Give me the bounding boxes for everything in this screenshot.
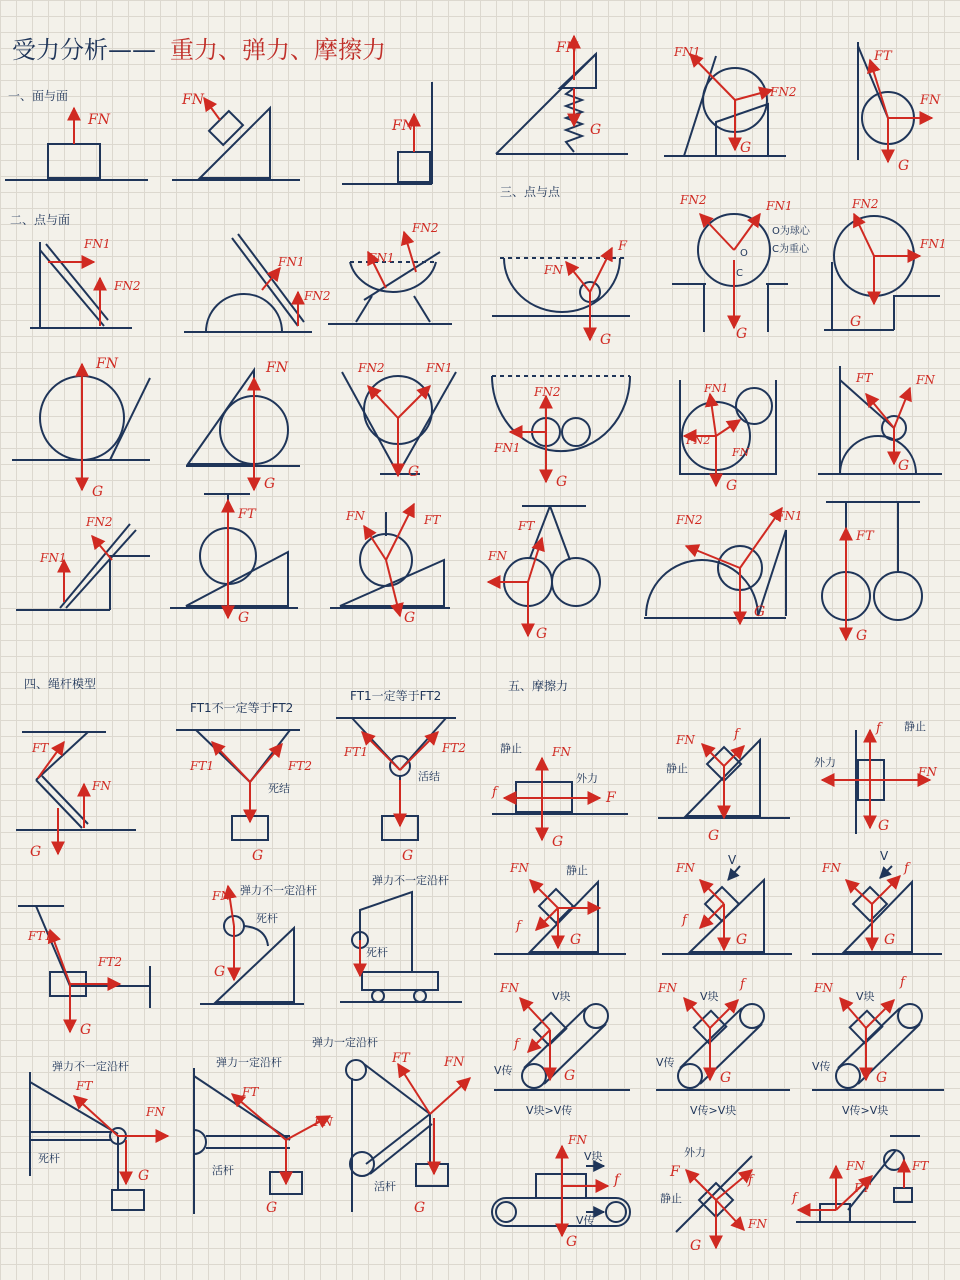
note-external-2: 外力: [814, 756, 836, 769]
section-point-point: 三、点与点: [500, 185, 561, 199]
diagram-ball-against-slope: [12, 364, 150, 490]
note-live-rod-2: 活杆: [374, 1180, 396, 1193]
page-title: [12, 36, 386, 64]
label-g-live: G: [402, 848, 414, 864]
diagram-ball-on-rod-incline: [200, 886, 304, 1004]
label-friction-fr2: f: [734, 727, 739, 742]
diagram-ball-in-bowl: [492, 248, 630, 340]
diagram-ball-in-v-groove: [342, 372, 456, 476]
label-fn2-box2: FN2: [686, 434, 711, 447]
label-ft2-live: FT2: [442, 741, 466, 755]
note-static-4: 静止: [566, 864, 588, 877]
diagram-two-balls-in-bowl: [492, 376, 630, 482]
label-friction-pulley: f: [792, 1191, 797, 1206]
label-fn-rodincline: FN: [212, 889, 231, 903]
section-point-face: 二、点与面: [10, 213, 71, 227]
label-fn-cv3: FN: [814, 981, 833, 995]
note-elastic-along-1: 弹力一定沿杆: [216, 1056, 282, 1069]
label-g-deadrod: G: [138, 1168, 150, 1184]
label-friction-fr4: f: [516, 919, 521, 934]
section-rope-rod: 四、绳杆模型: [24, 677, 97, 691]
label-friction-incwall: f: [748, 1173, 753, 1188]
label-ft-wall: FT: [874, 49, 892, 64]
label-g-vert: G: [856, 628, 868, 644]
note-external-3: 外力: [684, 1146, 706, 1159]
label-vbelt-hconv: V传: [576, 1214, 595, 1227]
label-friction-cv3: f: [900, 975, 905, 990]
diagram-incline-sliding-up: [812, 866, 942, 954]
label-fn1-hemiwall: FN1: [776, 509, 803, 523]
label-fn1-hemi: FN1: [278, 255, 305, 269]
label-g-fr1: G: [552, 834, 564, 850]
label-fn: FN: [88, 112, 110, 128]
label-fn-crane: FN: [444, 1055, 465, 1070]
note-elastic-not-along-1: 弹力不一定沿杆: [240, 884, 317, 897]
label-vblock-cv1: V块: [552, 990, 571, 1003]
label-friction-cv1: f: [514, 1037, 519, 1052]
label-fn2-rod: FN2: [114, 279, 141, 293]
note-static-1: 静止: [500, 742, 522, 755]
label-fn1-box2: FN1: [704, 382, 729, 395]
note-live-rod-1: 活杆: [212, 1164, 234, 1177]
diagram-rod-on-step: [16, 524, 150, 610]
section-face-face: 一、面与面: [8, 89, 69, 103]
label-fn2-step: FN2: [86, 515, 113, 529]
diagram-rod-in-bowl: [328, 232, 452, 324]
label-ft1-wall: FT1: [28, 929, 52, 943]
label-ft1-live: FT1: [344, 745, 368, 759]
label-vblock-cv2: V块: [700, 990, 719, 1003]
label-fn1-bowl3: FN1: [494, 441, 521, 455]
label-g-rodincline: G: [214, 964, 226, 980]
label-ft-ballball: FT: [856, 371, 873, 385]
label-fn2-groove: FN2: [358, 361, 385, 375]
label-o: O: [740, 248, 748, 259]
label-g-r3b: G: [264, 476, 276, 492]
label-fn-bowl2: FN: [544, 263, 563, 277]
label-ft-vert: FT: [856, 529, 874, 544]
note-dead-knot: 死结: [268, 782, 290, 795]
title-black: 受力分析——: [12, 36, 156, 64]
label-friction-hconv: f: [614, 1172, 620, 1188]
diagram-hanging-ball-on-wedge: [170, 494, 298, 618]
label-fn-incline2: FN: [346, 509, 365, 523]
label-g-r3a: G: [92, 484, 104, 500]
label-fn-cv1: FN: [500, 981, 519, 995]
diagram-ball-in-step-box: [824, 214, 940, 330]
note-o-center: O为球心: [772, 226, 810, 237]
diagram-rope-and-wall-rod: [18, 906, 150, 1032]
label-g-fr4: G: [570, 932, 582, 948]
label-g-fr2: G: [708, 828, 720, 844]
label-fn-corner: FN: [392, 118, 414, 134]
label-fn1-groove: FN1: [426, 361, 453, 375]
label-fn-cv2: FN: [658, 981, 677, 995]
label-ft2-dead: FT2: [288, 759, 312, 773]
note-dead-rod-1: 死杆: [256, 912, 278, 925]
label-g-wedge: G: [238, 610, 250, 626]
note-static-3: 静止: [904, 720, 926, 733]
label-f-bowl: F: [618, 239, 628, 254]
diagram-block-incline-static: [658, 740, 790, 818]
label-vbelt-cv3: V传: [812, 1060, 831, 1073]
diagram-ball-on-edges-oc: [672, 214, 788, 332]
note-live-knot: 活结: [418, 770, 440, 783]
label-friction-fr1: f: [492, 785, 497, 800]
label-fn-fr4: FN: [510, 861, 529, 875]
label-g-bowl2: G: [600, 332, 612, 348]
note-ft1-not-equal: FT1不一定等于FT2: [190, 701, 294, 715]
note-external-1: 外力: [576, 772, 598, 785]
note-elastic-not-along-2: 弹力不一定沿杆: [372, 874, 449, 887]
label-g-dead: G: [252, 848, 264, 864]
label-fn-liverod: FN: [314, 1115, 333, 1129]
label-friction-fr3: f: [876, 721, 881, 736]
label-g-cv2: G: [720, 1070, 732, 1086]
label-g-fr5: G: [736, 932, 748, 948]
note-elastic-along-2: 弹力一定沿杆: [312, 1036, 378, 1049]
diagram-wall-live-rod: [194, 1068, 330, 1214]
label-ft-incline2: FT: [424, 513, 441, 527]
label-g-bowl3: G: [556, 474, 568, 490]
label-friction-cv2: f: [740, 977, 745, 992]
label-fn-ballball: FN: [916, 373, 935, 387]
label-fn-r3a: FN: [96, 356, 118, 372]
label-fn-fr5: FN: [676, 861, 695, 875]
label-v-fr6: V: [880, 849, 889, 863]
label-fn2-box: FN2: [852, 197, 879, 211]
diagram-incline-sliding-down: [662, 866, 792, 954]
diagram-block-on-incline: [172, 98, 300, 180]
label-fn-incwall: FN: [748, 1217, 767, 1231]
label-g-hconv: G: [566, 1234, 578, 1250]
label-g-fr3: G: [878, 818, 890, 834]
label-vbelt-cv1: V传: [494, 1064, 513, 1077]
label-fn1-bowl: FN1: [368, 251, 395, 265]
label-g-twoballs: G: [536, 626, 548, 642]
label-fn-rope: FN: [92, 779, 111, 793]
label-fn2-bowl3: FN2: [534, 385, 561, 399]
label-fn1-oc: FN1: [766, 199, 793, 213]
label-ft-pulley: FT: [912, 1159, 929, 1173]
label-g-ballball: G: [898, 458, 910, 474]
label-fn-fr6: FN: [822, 861, 841, 875]
label-g-groove: G: [408, 464, 420, 480]
label-vbelt-cv2: V传: [656, 1056, 675, 1069]
label-g-wall: G: [898, 158, 910, 174]
label-ft2-wall: FT2: [98, 955, 122, 969]
diagram-block-in-corner: [342, 82, 432, 184]
label-g-cv1: G: [564, 1068, 576, 1084]
label-fn1-rod: FN1: [84, 237, 111, 251]
label-ft-rope: FT: [32, 741, 49, 755]
label-vblock-hconv: V块: [584, 1150, 603, 1163]
diagram-two-balls-vertical-ropes: [822, 502, 922, 640]
diagram-wall-dead-rod: [30, 1072, 168, 1210]
label-fn-incline: FN: [182, 92, 204, 108]
label-fn1: FN1: [674, 45, 701, 59]
note-dead-rod-3: 死杆: [38, 1152, 60, 1165]
diagram-two-balls-in-box: [680, 380, 776, 486]
note-static-5: 静止: [660, 1192, 682, 1205]
diagram-ball-incline-step: [664, 54, 786, 156]
diagram-block-inclined-wall: [676, 1156, 752, 1248]
diagram-ball-next-to-wedge: [186, 370, 300, 490]
label-fn-r3b: FN: [266, 360, 288, 376]
note-ft1-equal: FT1一定等于FT2: [350, 689, 442, 703]
label-friction-fr6: f: [904, 861, 909, 876]
label-ft-pulley-block: FT: [854, 1181, 871, 1195]
label-g-liverod: G: [266, 1200, 278, 1216]
note-c-center: C为重心: [772, 244, 809, 255]
label-fn2: FN2: [770, 85, 797, 99]
label-fn-fr1: FN: [552, 745, 571, 759]
label-f-incwall: F: [670, 1164, 680, 1180]
label-g-wall2: G: [80, 1022, 92, 1038]
diagram-horizontal-conveyor: [492, 1146, 630, 1236]
label-ft-liverod: FT: [242, 1085, 259, 1099]
label-fn1-box: FN1: [920, 237, 947, 251]
label-fn2-hemi: FN2: [304, 289, 331, 303]
label-c: C: [736, 268, 743, 279]
label-fn-fr3: FN: [918, 765, 937, 779]
label-ft-twoballs: FT: [518, 519, 535, 533]
label-fn-wall: FN: [920, 93, 941, 108]
note-vblock-gt-belt: V块>V传: [526, 1104, 573, 1117]
label-fn-hconv: FN: [568, 1133, 587, 1147]
label-g-ball: G: [740, 140, 752, 156]
diagram-pulley-crane: [346, 1060, 470, 1212]
label-v-fr5: V: [728, 853, 737, 867]
label-g-fr6: G: [884, 932, 896, 948]
label-fn-spring: FN: [556, 40, 578, 56]
diagram-block-pressed-wall: [822, 730, 930, 834]
note-static-2: 静止: [666, 762, 688, 775]
label-fn-fr2: FN: [676, 733, 695, 747]
label-g-rope: G: [30, 844, 42, 860]
note-vbelt-gt-block-1: V传>V块: [690, 1104, 737, 1117]
title-red: 重力、弹力、摩擦力: [170, 36, 386, 64]
diagram-block-pulley-rope: [796, 1136, 920, 1222]
label-g-box: G: [850, 314, 862, 330]
label-g-spring: G: [590, 122, 602, 138]
label-ft-crane: FT: [392, 1051, 410, 1066]
label-fn2-hemiwall: FN2: [676, 513, 703, 527]
diagram-block-on-floor: [5, 108, 148, 180]
label-g-hemiwall: G: [754, 604, 766, 620]
label-fn-twoballs: FN: [488, 549, 507, 563]
diagram-rod-on-hemisphere: [184, 234, 312, 332]
label-ft-deadrod: FT: [76, 1079, 93, 1093]
label-fn2-oc: FN2: [680, 193, 707, 207]
label-fn-deadrod: FN: [146, 1105, 165, 1119]
section-friction: 五、摩擦力: [508, 679, 569, 693]
diagram-two-hanging-balls: [488, 506, 600, 636]
note-vbelt-gt-block-2: V传>V块: [842, 1104, 889, 1117]
label-fn3-box2: FN: [732, 446, 750, 459]
label-g-incline2: G: [404, 610, 416, 626]
label-ft1-dead: FT1: [190, 759, 214, 773]
diagram-incline-external-large: [494, 880, 626, 954]
label-vblock-cv3: V块: [856, 990, 875, 1003]
label-g-oc: G: [736, 326, 748, 342]
label-friction-fr5: f: [682, 913, 687, 928]
label-g-incwall: G: [690, 1238, 702, 1254]
diagram-cart-with-rod: [340, 892, 462, 1002]
note-dead-rod-2: 死杆: [366, 946, 388, 959]
label-fn2-bowl: FN2: [412, 221, 439, 235]
label-g-box2: G: [726, 478, 738, 494]
label-fn-pulley: FN: [846, 1159, 865, 1173]
label-f-fr1: F: [606, 790, 616, 806]
label-g-cv3: G: [876, 1070, 888, 1086]
label-g-crane: G: [414, 1200, 426, 1216]
label-fn1-step: FN1: [40, 551, 67, 565]
note-elastic-not-along-3: 弹力不一定沿杆: [52, 1060, 129, 1073]
label-ft-wedge: FT: [238, 507, 256, 522]
